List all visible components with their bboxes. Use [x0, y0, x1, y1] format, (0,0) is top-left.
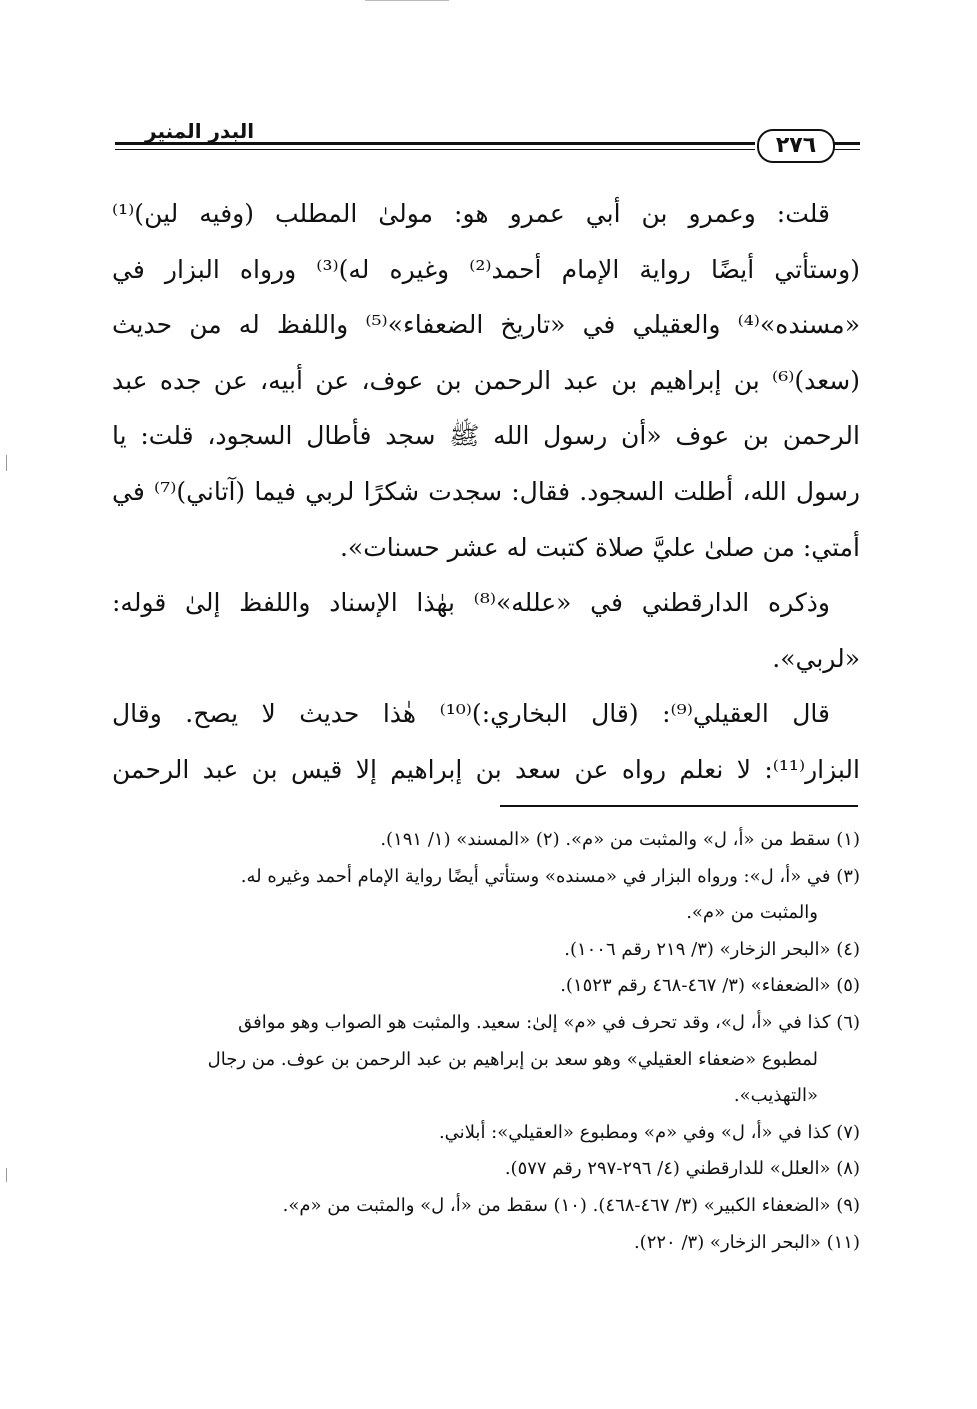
header-rule — [833, 149, 860, 150]
text-line: (وستأتي أيضًا رواية الإمام أحمد⁽²⁾ وغيره له)⁽³⁾ ورواه البزار في — [112, 254, 861, 284]
text-line: البزار⁽¹¹⁾: لا نعلم رواه عن سعد بن إبراهيم إلا قيس بن عبد الرحمن — [112, 754, 860, 784]
text-line: (سعد)⁽⁶⁾ بن إبراهيم بن عبد الرحمن بن عوف، عن أبيه، عن جده عبد — [112, 365, 860, 395]
text-line: قلت: وعمرو بن أبي عمرو هو: مولىٰ المطلب (وفيه لين)⁽¹⁾ — [112, 199, 830, 228]
book-title: البدر المنير — [145, 119, 255, 143]
main-text — [112, 186, 860, 798]
footnote: (٩) «الضعفاء الكبير» (٣/ ٤٦٧-٤٦٨). (١٠) سقط من «أ، ل» والمثبت من «م». — [282, 1194, 860, 1216]
footnote-continuation: «التهذيب». — [733, 1085, 818, 1107]
header-rule — [833, 142, 860, 145]
footnote: (٦) كذا في «أ، ل»، وقد تحرف في «م» إلىٰ: سعيد. والمثبت هو الصواب وهو موافق — [238, 1011, 860, 1033]
footnote: (٥) «الضعفاء» (٣/ ٤٦٧-٤٦٨ رقم ١٥٢٣). — [560, 975, 860, 997]
footnote-separator — [500, 805, 858, 807]
footnote: (١١) «البحر الزخار» (٣/ ٢٢٠). — [633, 1231, 860, 1253]
footnote-continuation: والمثبت من «م». — [686, 902, 818, 924]
scan-edge-mark — [6, 1168, 7, 1182]
text-line: «مسنده»⁽⁴⁾ والعقيلي في «تاريخ الضعفاء»⁽⁵⁾ واللفظ له من حديث — [112, 310, 860, 340]
scan-edge-mark — [6, 455, 7, 471]
text-line: وذكره الدارقطني في «علله»⁽⁸⁾ بهٰذا الإسناد واللفظ إلىٰ قوله: — [112, 588, 830, 618]
footnote: (٣) في «أ، ل»: ورواه البزار في «مسنده» وستأتي أيضًا رواية الإمام أحمد وغيره له. — [240, 865, 860, 887]
text-line: قال العقيلي⁽⁹⁾: (قال البخاري:)⁽¹⁰⁾ هٰذا حديث لا يصح. وقال — [112, 699, 831, 729]
text-line: «لربي». — [772, 643, 860, 673]
page-header — [115, 115, 860, 165]
footnote: (٨) «العلل» للدارقطني (٤/ ٢٩٦-٢٩٧ رقم ٥٧٧). — [504, 1158, 860, 1180]
text-line: الرحمن بن عوف «أن رسول الله ﷺ سجد فأطال السجود، قلت: يا — [112, 421, 860, 451]
header-rule — [115, 149, 755, 150]
footnote: (٤) «البحر الزخار» (٣/ ٢١٩ رقم ١٠٠٦). — [564, 938, 860, 960]
footnotes — [112, 822, 860, 1261]
footnote: (١) سقط من «أ، ل» والمثبت من «م». (٢) «المسند» (١/ ١٩١). — [380, 829, 860, 850]
text-line: رسول الله، أطلت السجود. فقال: سجدت شكرًا لربي فيما (آتاني)⁽⁷⁾ في — [112, 476, 861, 506]
text-line: أمتي: من صلىٰ عليَّ صلاة كتبت له عشر حسنات». — [339, 532, 860, 562]
footnote: (٧) كذا في «أ، ل» وفي «م» ومطبوع «العقيلي»: أبلاني. — [438, 1121, 860, 1143]
footnote-continuation: لمطبوع «ضعفاء العقيلي» وهو سعد بن إبراهيم بن عبد الرحمن بن عوف. من رجال — [207, 1048, 818, 1070]
header-rule — [115, 142, 755, 145]
scan-edge-mark — [365, 0, 449, 1]
page-number: ٢٧٦ — [757, 129, 835, 163]
